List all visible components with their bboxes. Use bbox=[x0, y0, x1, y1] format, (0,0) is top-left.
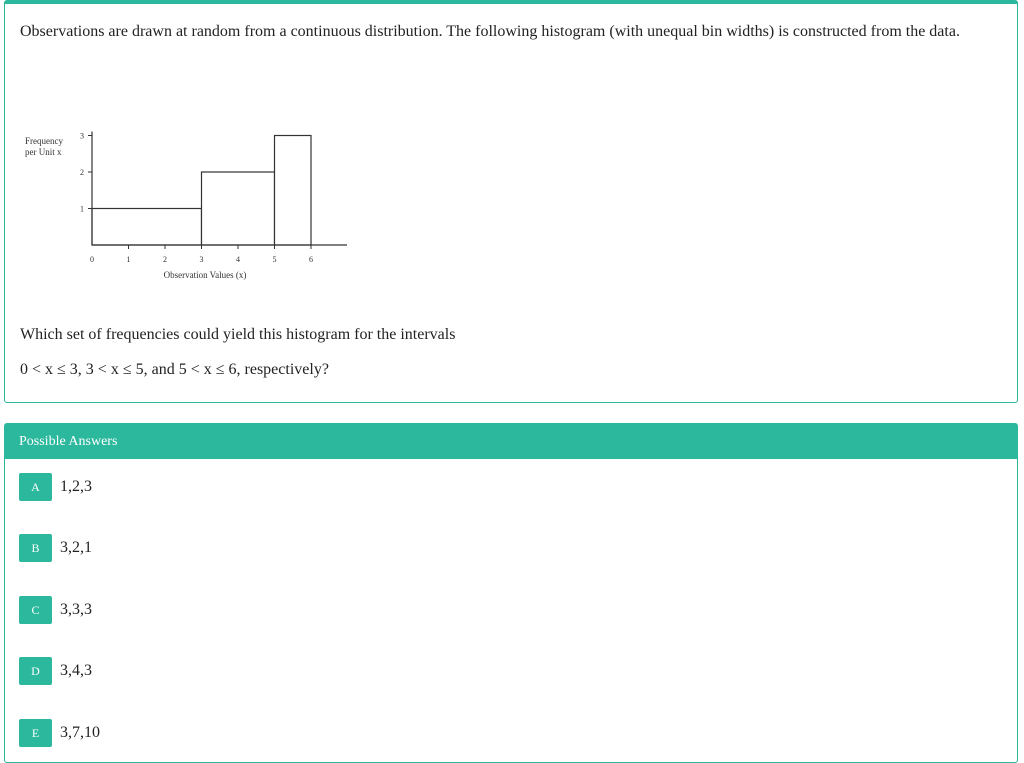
x-axis-label: Observation Values (x) bbox=[163, 270, 247, 280]
answers-header: Possible Answers bbox=[5, 424, 1017, 459]
answer-text[interactable]: 3,3,3 bbox=[60, 601, 92, 618]
y-tick-label: 1 bbox=[80, 204, 84, 214]
answer-option-c[interactable] bbox=[19, 596, 92, 624]
y-axis-label-line1: Frequency bbox=[25, 136, 63, 146]
y-tick-label: 2 bbox=[80, 168, 84, 177]
y-tick-label: 3 bbox=[80, 131, 84, 141]
x-tick-label: 4 bbox=[236, 255, 240, 264]
answer-option-b[interactable] bbox=[19, 534, 92, 562]
question-text: Observations are drawn at random from a continuous distribution. The following histogram (with unequal bin widths) is constructed from the data. bbox=[20, 23, 960, 40]
answer-letter-badge[interactable]: A bbox=[19, 473, 52, 501]
y-axis-label-line2: per Unit x bbox=[25, 147, 62, 157]
answer-letter-badge[interactable]: B bbox=[19, 534, 52, 562]
x-tick-label: 1 bbox=[126, 255, 131, 264]
answer-letter-badge[interactable]: D bbox=[19, 657, 52, 685]
answer-text[interactable]: 3,7,10 bbox=[60, 724, 100, 741]
question-follow-up: Which set of frequencies could yield this histogram for the intervals bbox=[20, 326, 456, 343]
x-tick-label: 2 bbox=[163, 255, 167, 264]
answer-option-d[interactable] bbox=[19, 657, 92, 685]
answer-option-a[interactable] bbox=[19, 473, 92, 501]
histogram-bar-2 bbox=[202, 172, 275, 245]
answer-letter-badge[interactable]: C bbox=[19, 596, 52, 624]
answer-text[interactable]: 3,4,3 bbox=[60, 662, 92, 679]
answer-text[interactable]: 3,2,1 bbox=[60, 539, 92, 556]
x-tick-label: 6 bbox=[309, 255, 313, 264]
x-tick-label: 5 bbox=[272, 255, 277, 264]
answer-option-e[interactable] bbox=[19, 719, 100, 747]
answers-card bbox=[4, 423, 1018, 763]
question-intervals: 0 < x ≤ 3, 3 < x ≤ 5, and 5 < x ≤ 6, respectively? bbox=[20, 361, 329, 378]
histogram-bar-1 bbox=[92, 209, 202, 246]
histogram bbox=[19, 124, 359, 289]
answer-text[interactable]: 1,2,3 bbox=[60, 478, 92, 495]
x-tick-label: 3 bbox=[199, 255, 204, 264]
question-card bbox=[4, 0, 1018, 403]
histogram-bar-3 bbox=[275, 136, 312, 246]
x-tick-label: 0 bbox=[90, 255, 94, 264]
answer-letter-badge[interactable]: E bbox=[19, 719, 52, 747]
